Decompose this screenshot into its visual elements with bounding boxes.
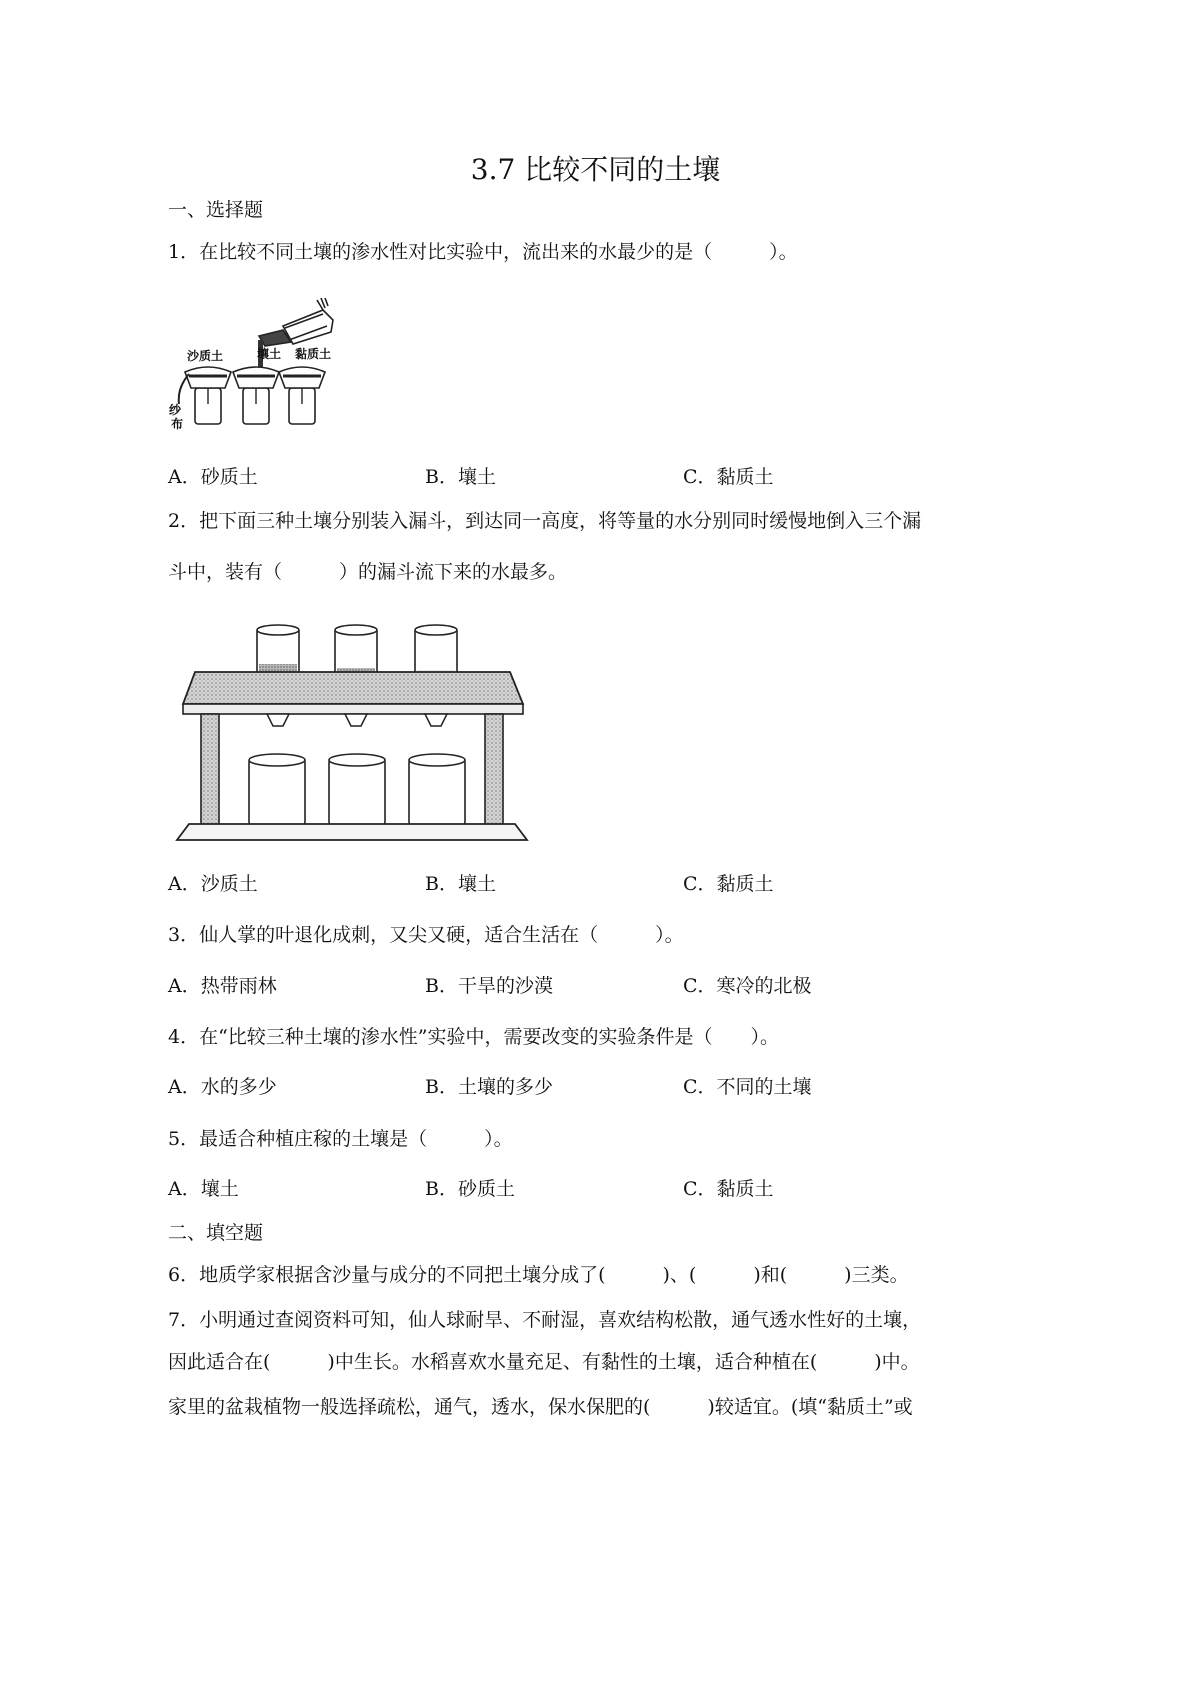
question-3-stem: 3．仙人掌的叶退化成刺，又尖又硬，适合生活在（ ）。 (168, 924, 684, 946)
question-1-option-a: A．砂质土 (168, 466, 258, 488)
question-4-option-a: A．水的多少 (168, 1076, 277, 1098)
question-2-option-a: A．沙质土 (168, 873, 258, 895)
question-2-stem-line-1: 2．把下面三种土壤分别装入漏斗，到达同一高度，将等量的水分别同时缓慢地倒入三个漏 (168, 510, 922, 532)
question-7-line-1: 7．小明通过查阅资料可知，仙人球耐旱、不耐湿，喜欢结构松散，通气透水性好的土壤， (168, 1309, 922, 1331)
figure-label-gauze-1: 纱 (169, 403, 182, 417)
figure-label-gauze-2: 布 (171, 417, 184, 431)
question-4-stem: 4．在“比较三种土壤的渗水性”实验中，需要改变的实验条件是（ ）。 (168, 1026, 780, 1048)
question-7-line-3: 家里的盆栽植物一般选择疏松，通气，透水，保水保肥的( )较适宜。(填“黏质土”或 (168, 1396, 913, 1418)
funnel-rack-figure (175, 618, 530, 848)
page-title: 3.7 比较不同的土壤 (470, 153, 721, 186)
question-4-option-b: B．土壤的多少 (425, 1076, 553, 1098)
question-2-option-b: B．壤土 (425, 873, 496, 895)
question-4-option-c: C．不同的土壤 (683, 1076, 812, 1098)
figure-label-loam: 壤土 (257, 347, 282, 361)
question-2-stem-line-2: 斗中，装有（ ）的漏斗流下来的水最多。 (168, 561, 568, 583)
question-2-option-c: C．黏质土 (683, 873, 774, 895)
question-3-option-a: A．热带雨林 (168, 975, 277, 997)
seepage-funnel-figure (165, 292, 345, 432)
section-heading-choice: 一、选择题 (168, 199, 264, 221)
question-6-stem: 6．地质学家根据含沙量与成分的不同把土壤分成了( )、( )和( )三类。 (168, 1264, 909, 1286)
question-5-option-c: C．黏质土 (683, 1178, 774, 1200)
question-3-option-b: B．干旱的沙漠 (425, 975, 553, 997)
question-1-stem: 1．在比较不同土壤的渗水性对比实验中，流出来的水最少的是（ ）。 (168, 241, 798, 263)
question-7-line-2: 因此适合在( )中生长。水稻喜欢水量充足、有黏性的土壤，适合种植在( )中。 (168, 1351, 920, 1373)
question-1-option-c: C．黏质土 (683, 466, 774, 488)
figure-label-sandy-soil: 沙质土 (187, 349, 224, 363)
question-1-option-b: B．壤土 (425, 466, 496, 488)
question-5-stem: 5．最适合种植庄稼的土壤是（ ）。 (168, 1128, 513, 1150)
question-5-option-b: B．砂质土 (425, 1178, 515, 1200)
question-3-option-c: C．寒冷的北极 (683, 975, 812, 997)
question-5-option-a: A．壤土 (168, 1178, 239, 1200)
figure-label-clay-soil: 黏质土 (295, 347, 332, 361)
section-heading-fill: 二、填空题 (168, 1222, 264, 1244)
